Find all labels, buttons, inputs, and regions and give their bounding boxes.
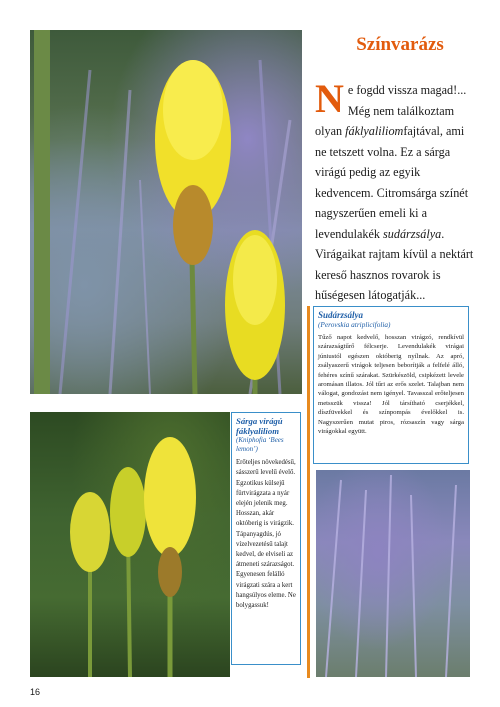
box-title: Sárga virágú fáklyaliliom bbox=[236, 416, 283, 436]
kniphofia-illustration bbox=[30, 412, 230, 677]
intro-text-2: fajtával, ami ne tetszett volna. Ez a sárga virágú pedig az egyik kedvencem. Citromsárga színét nagyszerűen emeli ki a levendulakék bbox=[315, 124, 469, 241]
box-body: Erőteljes növekedésű, sásszerű levelű évelő. Egzotikus külsejű fürtvirágzata a nyár elején jelenik meg. Hosszan, akár októberig is virágzik. Tápanyagdús, jó vízelvezetésű talajt kedvel, de elviseli az átmeneti szárazságot. Egyenesen felálló virágzati szára a kert hangsúlyos eleme. Ne bolygassuk! bbox=[236, 459, 296, 610]
box-subtitle: (Perovskia atriplicifolia) bbox=[318, 320, 391, 329]
perovskia-illustration bbox=[316, 470, 470, 677]
accent-rule bbox=[307, 306, 310, 678]
page-title: Színvarázs bbox=[356, 34, 444, 55]
box-subtitle: (Kniphofia ‘Bees lemon’) bbox=[236, 436, 284, 453]
intro-emphasis-2: sudárzsálya bbox=[383, 226, 442, 241]
intro-text-1: e fogdd vissza magad!... Még nem találkoztam olyan bbox=[315, 83, 467, 138]
photo-kniphofia-bees-lemon bbox=[30, 412, 230, 677]
info-box-sudarzsalya bbox=[313, 306, 469, 464]
flower-illustration bbox=[30, 30, 302, 394]
photo-kniphofia-perovskia bbox=[30, 30, 302, 394]
page-number: 16 bbox=[30, 687, 41, 697]
intro-emphasis-1: fáklyaliliom bbox=[345, 124, 404, 138]
photo-perovskia bbox=[316, 470, 470, 677]
intro-paragraph bbox=[315, 76, 475, 306]
box-body: Tűző napot kedvelő, hosszan virágzó, rendkívül szárazságtűrő félcserje. Levendulakék virágai júniustól egészen októberig nyílnak. Az apró, zsályaszerű virágok teljesen beborítják a felfelé álló, fehéres színű szárakat. Szürkészöld, csipkézett levele aromásan illatos. Jól tűri az erős szelet. Talajban nem válogat, gondozást nem igényel. Tavasszal erőteljesen metsszük vissza! Jól társítható cserjékkel, díszfüvekkel és színpompás évelőkkel is. Nagyszerűen mutat piros, rózsaszín vagy sárga virágokkal együtt. bbox=[318, 334, 464, 436]
info-box-faklyaliliom bbox=[231, 412, 301, 665]
intro-text-3: . Virágaikat rajtam kívül a nektárt kereső hasznos rovarok is hűségesen látogatják... bbox=[315, 226, 474, 302]
box-title: Sudárzsálya bbox=[318, 310, 364, 320]
drop-cap: N bbox=[315, 76, 344, 121]
